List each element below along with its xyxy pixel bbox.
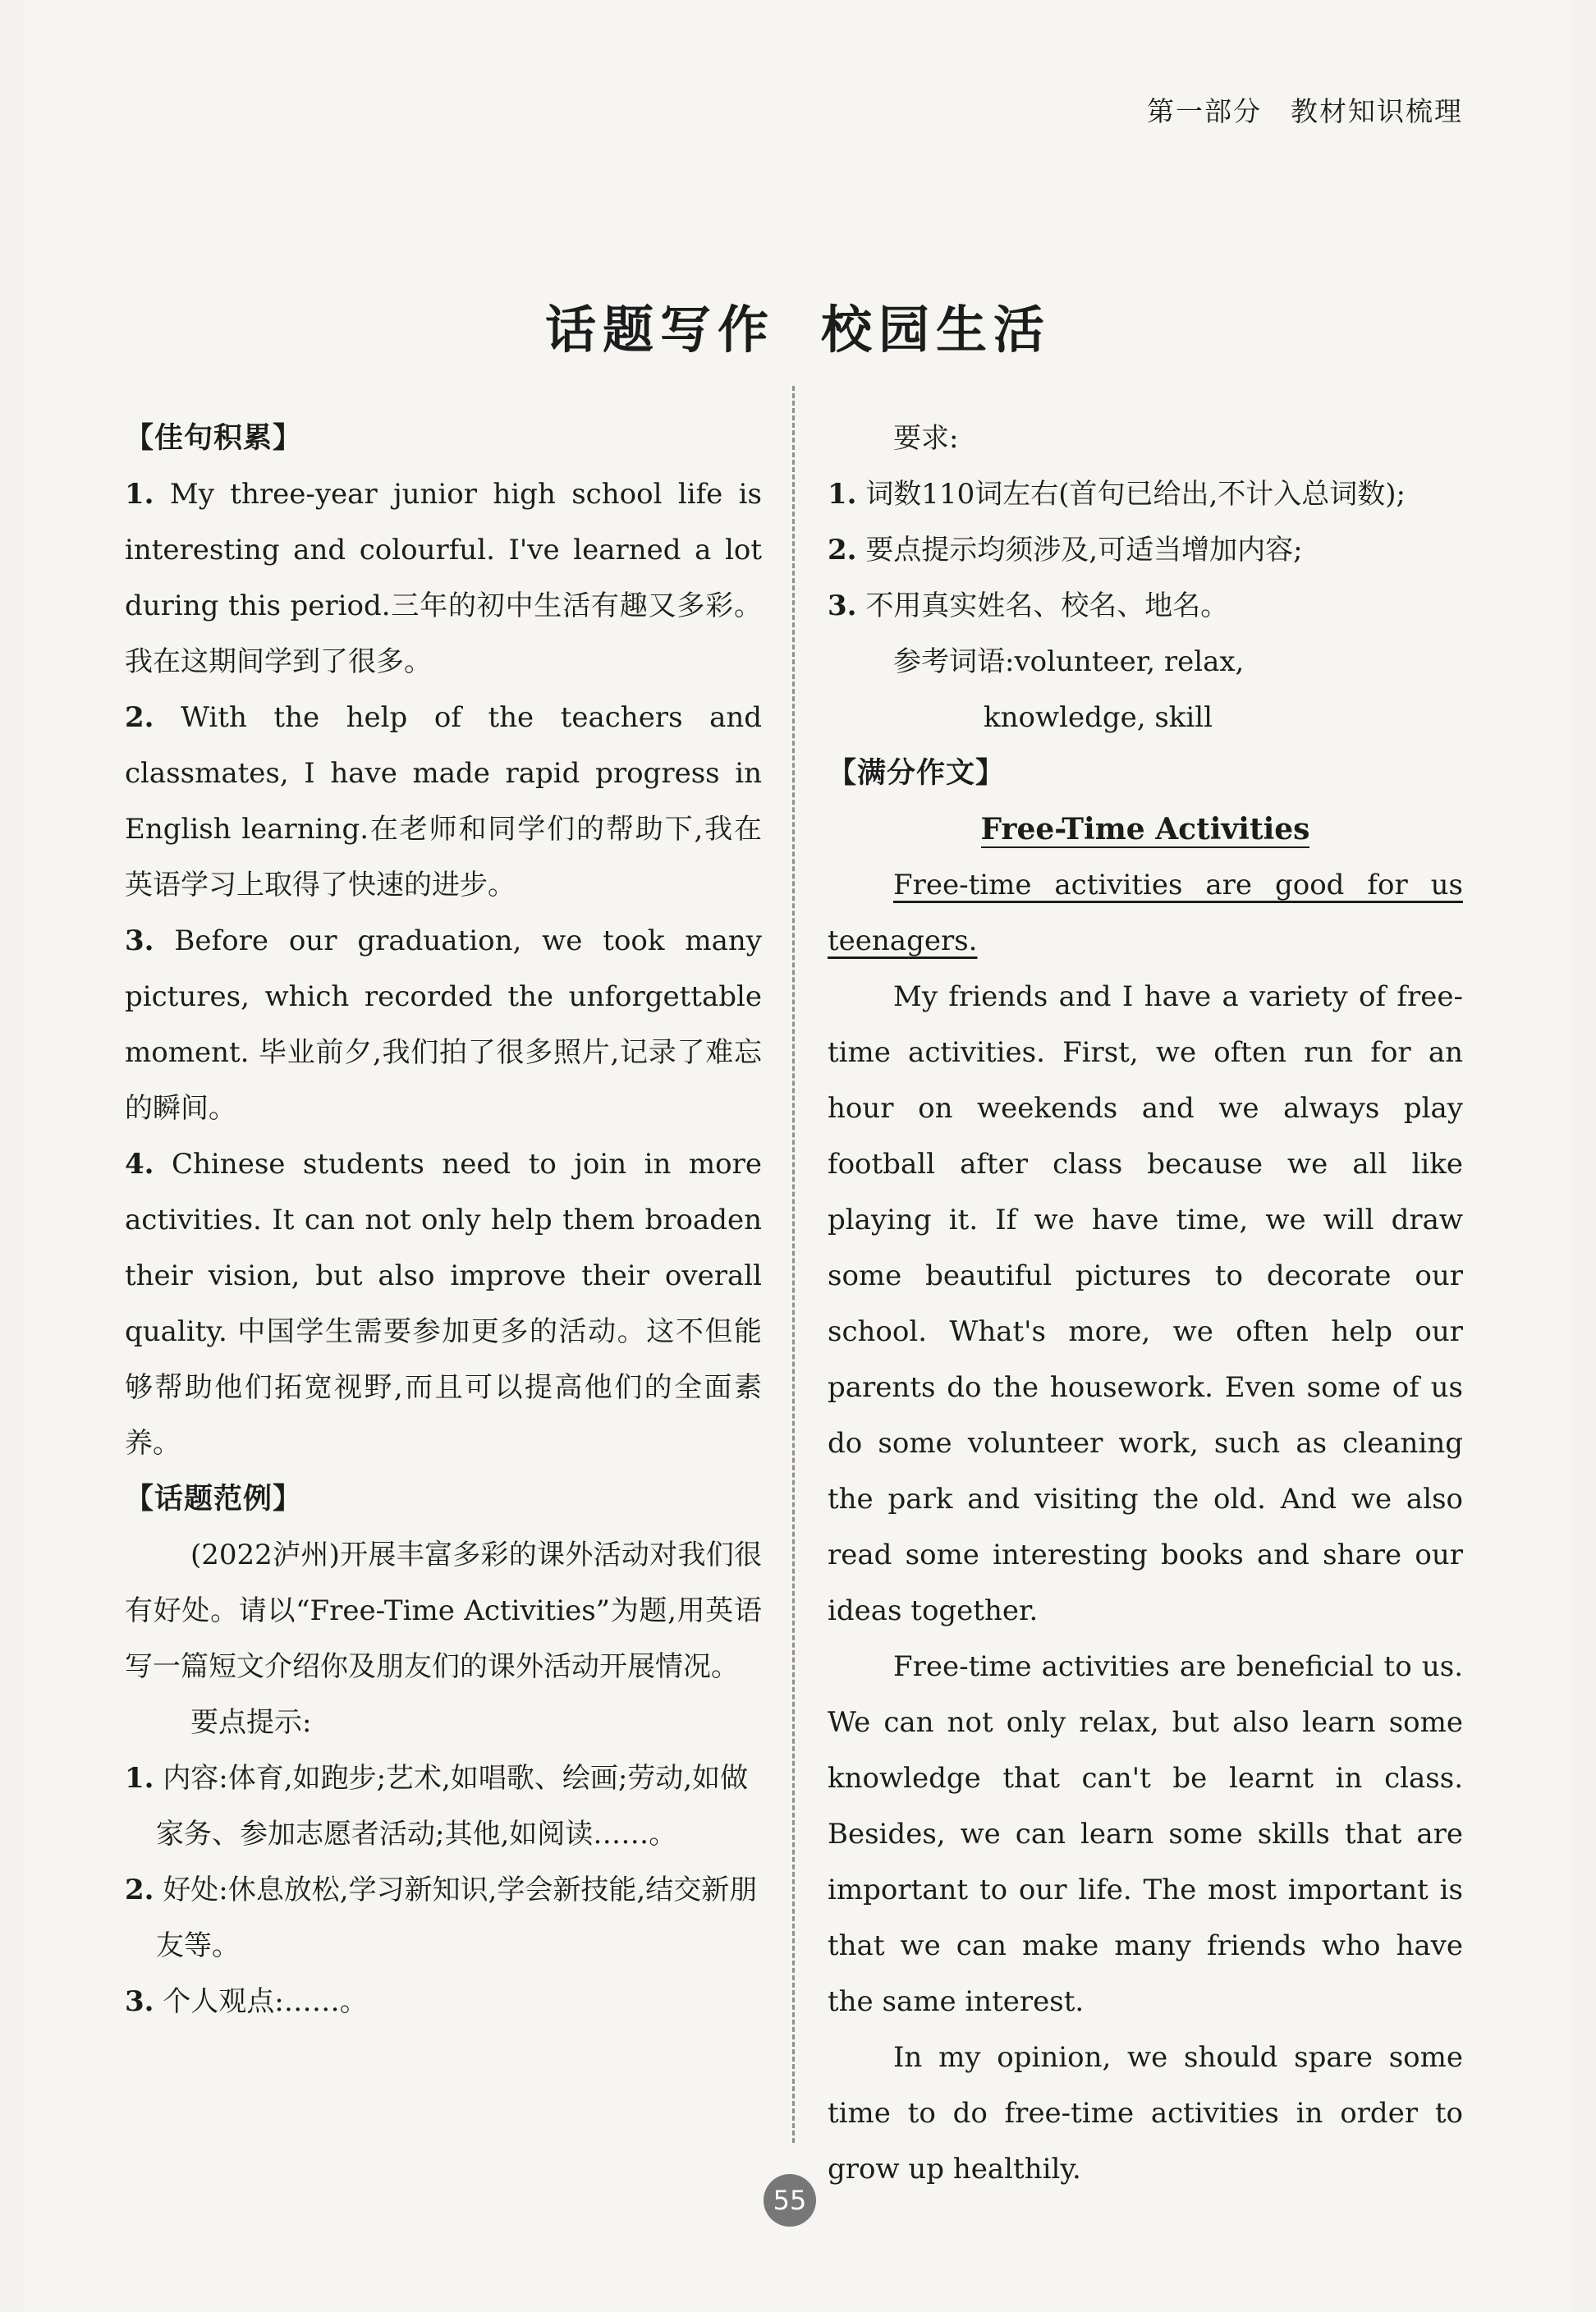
requirements-title: 要求: [893,422,959,455]
left-column [125,411,762,2030]
reference-words-cont: knowledge, skill [984,701,1213,734]
essay-first-sentence: Free-time activities are good for us teenagers. [828,869,1463,957]
hint-item: 1. 内容:体育,如跑步;艺术,如唱歌、绘画;劳动,如做家务、参加志愿者活动;其他,如阅读……。 [125,1762,749,1851]
hint-item: 2. 好处:休息放松,学习新知识,学会新技能,结交新朋友等。 [125,1874,758,1962]
heading-topic-example: 【话题范例】 [125,1483,303,1516]
heading-good-sentences: 【佳句积累】 [125,422,303,455]
essay-paragraph: In my opinion, we should spare some time to do free-time activities in order to grow up healthily. [828,2041,1463,2186]
title-topic: 话题写作 [544,300,775,360]
requirement-item: 3. 不用真实姓名、校名、地名。 [828,589,1229,622]
sentence-item: 3. Before our graduation, we took many pictures, which recorded the unforgettable moment. 毕业前夕,我们拍了很多照片,记录了难忘的瞬间。 [125,924,763,1125]
column-divider [792,386,795,2143]
requirement-item: 1. 词数110词左右(首句已给出,不计入总词数); [828,478,1406,511]
sentence-item: 2. With the help of the teachers and classmates, I have made rapid progress in English learning.在老师和同学们的帮助下,我在英语学习上取得了快速的进步。 [125,701,763,901]
section-label: 第一部分 教材知识梳理 [1147,95,1463,127]
hints-title: 要点提示: [190,1706,312,1739]
essay-paragraph: My friends and I have a variety of free-time activities. First, we often run for an hour on weekends and we always play football after class because we all like playing it. If we have time, we will draw some beautiful pictures to decorate our school. What's more, we often help our parents do the housework. Even some of us do some volunteer work, such as cleaning the park and visiting the old. And we also read some interesting books and share our ideas together. [828,980,1463,1627]
page-number: 55 [764,2174,816,2227]
right-column [828,411,1463,2197]
reference-words: 参考词语:volunteer, relax, [893,645,1245,678]
hint-item: 3. 个人观点:……。 [125,1985,368,2018]
sentence-item: 4. Chinese students need to join in more activities. It can not only help them broaden their vision, but also improve their overall quality. 中国学生需要参加更多的活动。这不但能够帮助他们拓宽视野,而且可以提高他们的全面素养。 [125,1148,763,1460]
essay-title: Free-Time Activities [980,812,1310,846]
essay-paragraph: Free-time activities are beneficial to us. We can not only relax, but also learn some knowledge that can't be learnt in class. Besides, we can learn some skills that are important to our life. The most important is that we can make many friends who have the same interest. [828,1650,1463,2018]
writing-prompt: (2022泸州)开展丰富多彩的课外活动对我们很有好处。请以“Free-Time Activities”为题,用英语写一篇短文介绍你及朋友们的课外活动开展情况。 [125,1539,762,1683]
page-title [0,289,1596,362]
title-subtopic: 校园生活 [821,300,1052,360]
heading-model-essay: 【满分作文】 [828,757,1006,790]
sentence-item: 1. My three-year junior high school life is interesting and colourful. I've learned a lot during this period.三年的初中生活有趣又多彩。我在这期间学到了很多。 [125,478,762,678]
requirement-item: 2. 要点提示均须涉及,可适当增加内容; [828,534,1303,567]
